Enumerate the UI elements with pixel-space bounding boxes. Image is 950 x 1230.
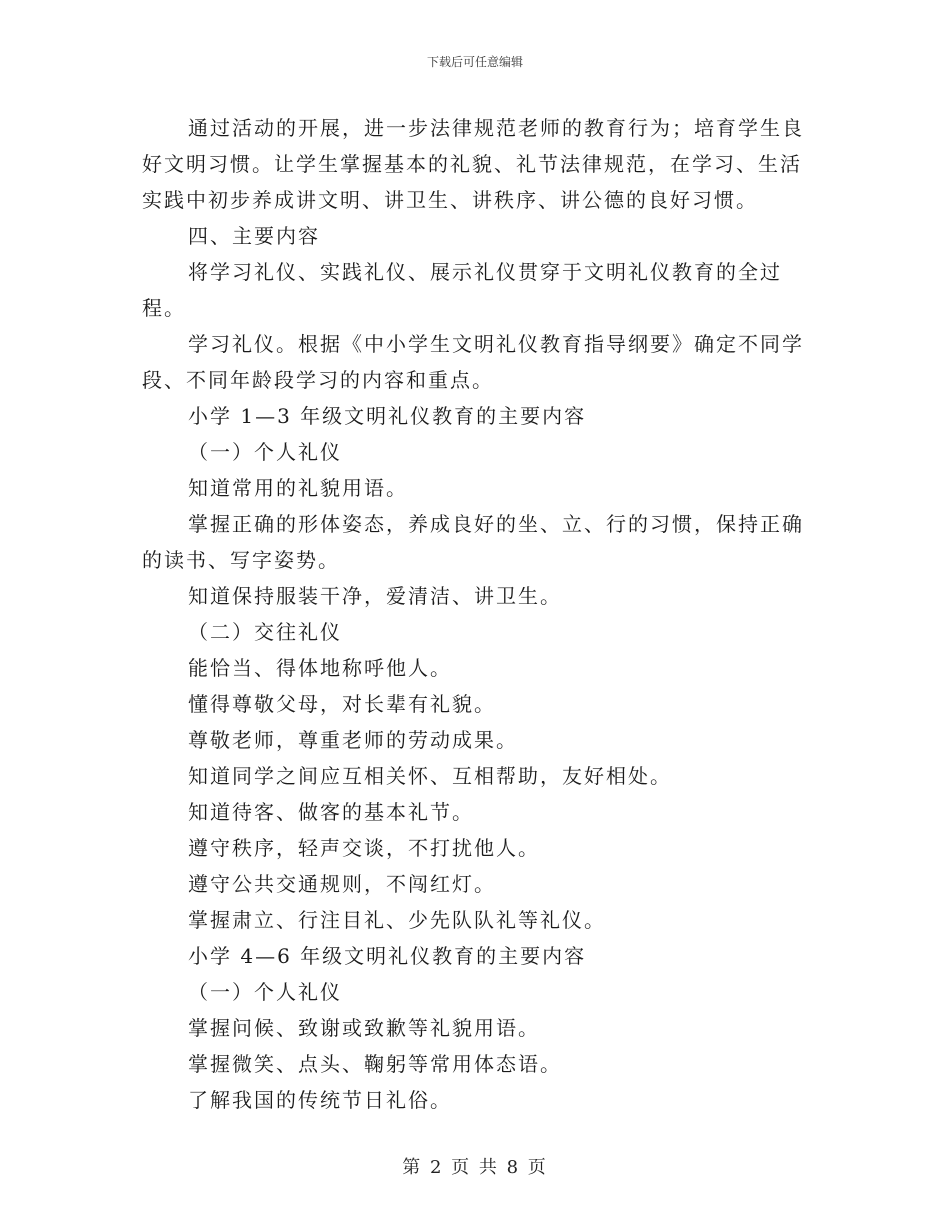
paragraph: 掌握正确的形体姿态，养成良好的坐、立、行的习惯，保持正确的读书、写字姿势。: [142, 512, 804, 572]
paragraph: 能恰当、得体地称呼他人。: [188, 656, 452, 680]
paragraph: 通过活动的开展，进一步法律规范老师的教育行为；培育学生良好文明习惯。让学生掌握基本的礼貌、礼节法律规范，在学习、生活实践中初步养成讲文明、讲卫生、讲秩序、讲公德的良好习惯。: [142, 116, 804, 212]
paragraph: 懂得尊敬父母，对长辈有礼貌。: [188, 692, 496, 716]
paragraph: 将学习礼仪、实践礼仪、展示礼仪贯穿于文明礼仪教育的全过程。: [142, 260, 782, 320]
page-number: 第 2 页 共 8 页: [402, 1157, 548, 1178]
document-body: [142, 110, 807, 1118]
paragraph: 掌握肃立、行注目礼、少先队队礼等礼仪。: [188, 908, 606, 932]
subsection-heading: （一）个人礼仪: [188, 440, 342, 464]
paragraph: 掌握微笑、点头、鞠躬等常用体态语。: [188, 1052, 562, 1076]
paragraph: 知道同学之间应互相关怀、互相帮助，友好相处。: [188, 764, 672, 788]
paragraph: 尊敬老师，尊重老师的劳动成果。: [188, 728, 518, 752]
subsection-heading: （一）个人礼仪: [188, 980, 342, 1004]
header-note: 下载后可任意编辑: [426, 55, 523, 69]
paragraph: 知道待客、做客的基本礼节。: [188, 800, 474, 824]
paragraph: 遵守公共交通规则，不闯红灯。: [188, 872, 496, 896]
paragraph: 掌握问候、致谢或致歉等礼貌用语。: [188, 1016, 540, 1040]
subsection-heading: 小学 1—3 年级文明礼仪教育的主要内容: [188, 404, 587, 428]
subsection-heading: （二）交往礼仪: [188, 620, 342, 644]
section-heading: 四、主要内容: [188, 224, 320, 248]
paragraph: 了解我国的传统节日礼俗。: [188, 1088, 452, 1112]
subsection-heading: 小学 4—6 年级文明礼仪教育的主要内容: [188, 944, 587, 968]
paragraph: 遵守秩序，轻声交谈，不打扰他人。: [188, 836, 540, 860]
paragraph: 学习礼仪。根据《中小学生文明礼仪教育指导纲要》确定不同学段、不同年龄段学习的内容和重点。: [142, 332, 804, 392]
paragraph: 知道常用的礼貌用语。: [188, 476, 408, 500]
paragraph: 知道保持服装干净，爱清洁、讲卫生。: [188, 584, 562, 608]
